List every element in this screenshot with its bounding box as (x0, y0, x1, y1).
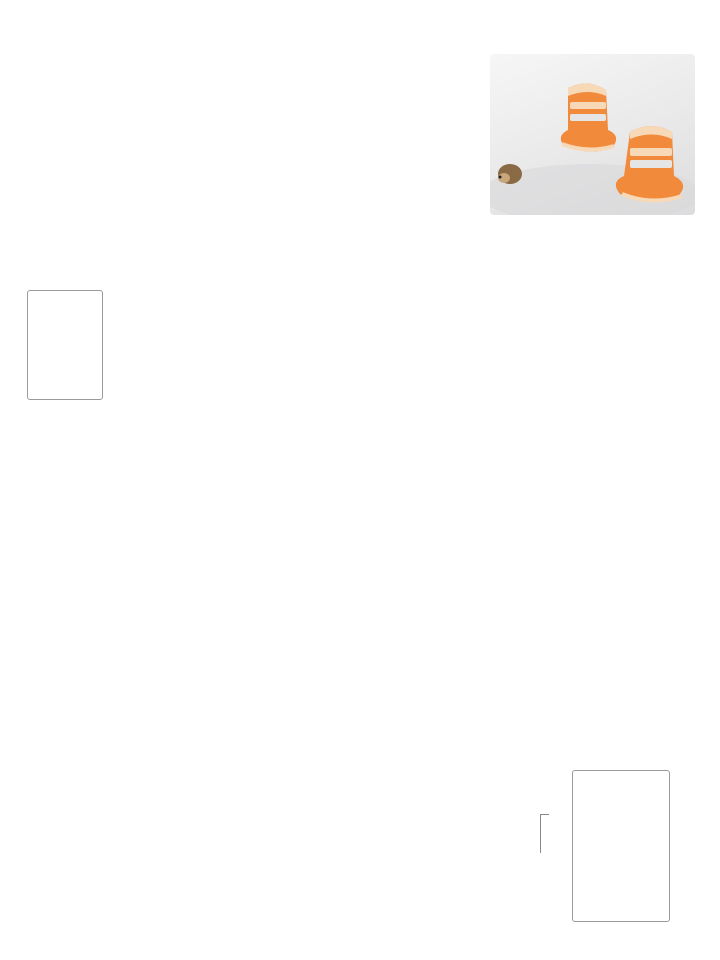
boot-left (561, 83, 616, 151)
bracket-mark (540, 814, 549, 853)
boot-right (616, 126, 683, 201)
hedgehog-figurine (498, 164, 522, 184)
legend-bottom (572, 770, 670, 922)
legend-top (27, 290, 103, 400)
boots-photo (490, 54, 695, 215)
